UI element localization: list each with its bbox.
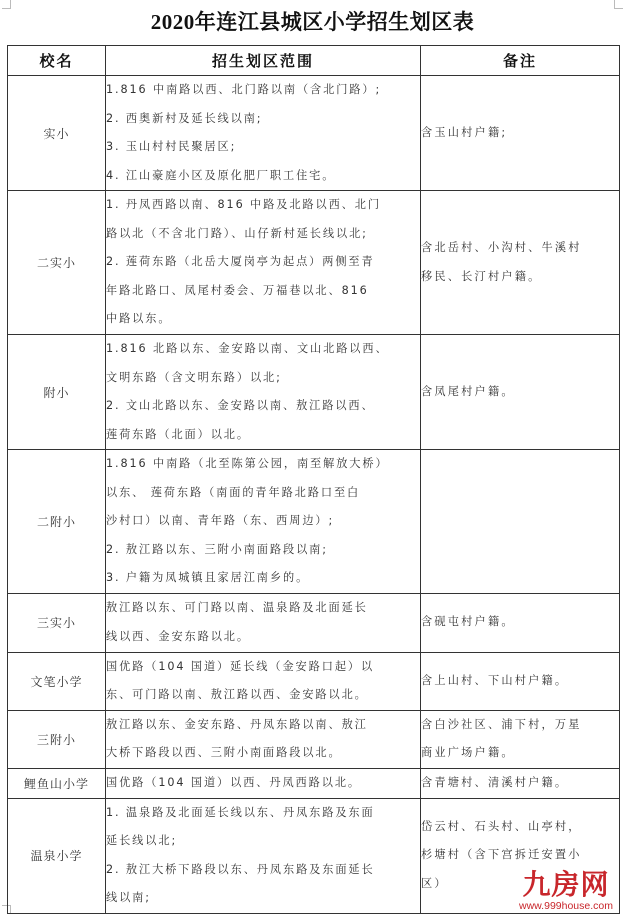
zone-range-line: 大桥下路段以西、三附小南面路段以北。 [106, 746, 342, 759]
header-zone-range: 招生划区范围 [106, 46, 421, 76]
zone-range-line: 延长线以北; [106, 834, 178, 847]
remarks-line: 含砚屯村户籍。 [421, 615, 515, 629]
zone-range-line: 以东、 莲荷东路（南面的青年路北路口至白 [106, 485, 361, 499]
table-row [8, 710, 620, 768]
page-title: 2020年连江县城区小学招生划区表 [150, 10, 475, 34]
zone-range-line: 年路北路口、凤尾村委会、万福巷以北、816 [106, 283, 369, 297]
remarks-line: 岱云村、石头村、山亭村， [421, 819, 582, 833]
table-row [8, 335, 620, 450]
remarks-cell [421, 710, 620, 768]
table-header-row [8, 46, 620, 76]
remarks-line: 含玉山村户籍; [421, 125, 508, 139]
remarks-line: 区） [421, 876, 448, 890]
school-name-cell: 三实小 [8, 593, 106, 652]
remarks-cell [421, 450, 620, 594]
school-name-cell: 二附小 [8, 450, 106, 594]
zone-range-line: 1.816 中南路以西、北门路以南（含北门路）; [106, 83, 382, 96]
school-name-cell: 三附小 [8, 710, 106, 768]
school-name-cell: 温泉小学 [8, 798, 106, 913]
header-school-name: 校名 [8, 46, 106, 76]
zone-range-line: 1.816 中南路（北至陈第公园，南至解放大桥） [106, 457, 389, 470]
remarks-cell [421, 652, 620, 710]
zone-range-line: 中路以东。 [106, 312, 172, 326]
zone-range-cell [106, 191, 421, 335]
zone-range-line: 敖江路以东、可门路以南、温泉路及北面延长 [106, 601, 368, 614]
remarks-line: 商业广场户籍。 [421, 746, 515, 759]
school-name-cell: 文笔小学 [8, 652, 106, 710]
remarks-cell [421, 335, 620, 450]
table-row [8, 652, 620, 710]
remarks-line: 含白沙社区、浦下村，万星 [421, 717, 582, 731]
zone-range-line: 文明东路（含文明东路）以北; [106, 370, 282, 384]
table-row [8, 768, 620, 798]
watermark-url: www.999house.com [519, 900, 613, 912]
zone-range-line: 国优路（104 国道）延长线（金安路口起）以 [106, 659, 375, 673]
table-row [8, 76, 620, 191]
zone-range-line: 东、可门路以南、敖江路以西、金安路以北。 [106, 688, 368, 701]
zone-range-cell [106, 76, 421, 191]
remarks-line: 含凤尾村户籍。 [421, 384, 515, 398]
zone-range-line: 2. 文山北路以东、金安路以南、敖江路以西、 [106, 399, 375, 412]
zone-range-cell [106, 798, 421, 913]
watermark-logo: 九房网 [522, 868, 610, 901]
header-remarks: 备注 [421, 46, 620, 76]
school-name-cell: 实小 [8, 76, 106, 191]
zone-range-line: 国优路（104 国道）以西、丹凤西路以北。 [106, 775, 361, 789]
zone-range-cell [106, 710, 421, 768]
remarks-cell [421, 593, 620, 652]
zone-range-line: 线以西、金安东路以北。 [106, 629, 250, 643]
school-name-cell: 鲤鱼山小学 [8, 768, 106, 798]
remarks-line: 含北岳村、小沟村、牛溪村 [421, 241, 582, 254]
school-name-cell: 附小 [8, 335, 106, 450]
zone-range-cell [106, 652, 421, 710]
zone-range-cell [106, 593, 421, 652]
zone-range-line: 1.816 北路以东、金安路以南、文山北路以西、 [106, 342, 389, 355]
zone-range-line: 3. 户籍为凤城镇且家居江南乡的。 [106, 571, 310, 584]
zone-range-line: 线以南; [106, 891, 151, 904]
enrollment-zone-table [7, 45, 620, 914]
remarks-line: 含青塘村、清溪村户籍。 [421, 775, 569, 789]
zone-range-line: 路以北（不含北门路）、山仔新村延长线以北; [106, 226, 368, 240]
zone-range-line: 2. 敖江路以东、三附小南面路段以南; [106, 542, 328, 556]
remarks-line: 杉塘村（含下宫拆迁安置小 [421, 848, 582, 862]
zone-range-line: 2. 西奥新村及延长线以南; [106, 111, 263, 125]
zone-range-cell [106, 335, 421, 450]
zone-range-cell [106, 450, 421, 594]
zone-range-line: 莲荷东路（北面）以北。 [106, 427, 250, 441]
remarks-cell [421, 76, 620, 191]
remarks-cell [421, 191, 620, 335]
table-row [8, 191, 620, 335]
remarks-line: 含上山村、下山村户籍。 [421, 673, 569, 687]
table-row [8, 450, 620, 594]
school-name-cell: 二实小 [8, 191, 106, 335]
remarks-line: 移民、长汀村户籍。 [421, 269, 542, 283]
zone-range-line: 3. 玉山村村民聚居区; [106, 140, 237, 153]
zone-range-line: 敖江路以东、金安东路、丹凤东路以南、敖江 [106, 717, 368, 731]
zone-range-line: 1. 丹凤西路以南、816 中路及北路以西、北门 [106, 198, 381, 212]
watermark [511, 870, 621, 912]
zone-range-line: 2. 莲荷东路（北岳大厦岗亭为起点）两侧至青 [106, 255, 375, 269]
remarks-cell [421, 768, 620, 798]
zone-range-line: 沙村口）以南、青年路（东、西周边）; [106, 514, 335, 527]
zone-range-line: 2. 敖江大桥下路段以东、丹凤东路及东面延长 [106, 862, 375, 876]
zone-range-cell [106, 768, 421, 798]
table-row [8, 593, 620, 652]
zone-range-line: 4. 江山豪庭小区及原化肥厂职工住宅。 [106, 168, 336, 182]
zone-range-line: 1. 温泉路及北面延长线以东、丹凤东路及东面 [106, 805, 375, 819]
